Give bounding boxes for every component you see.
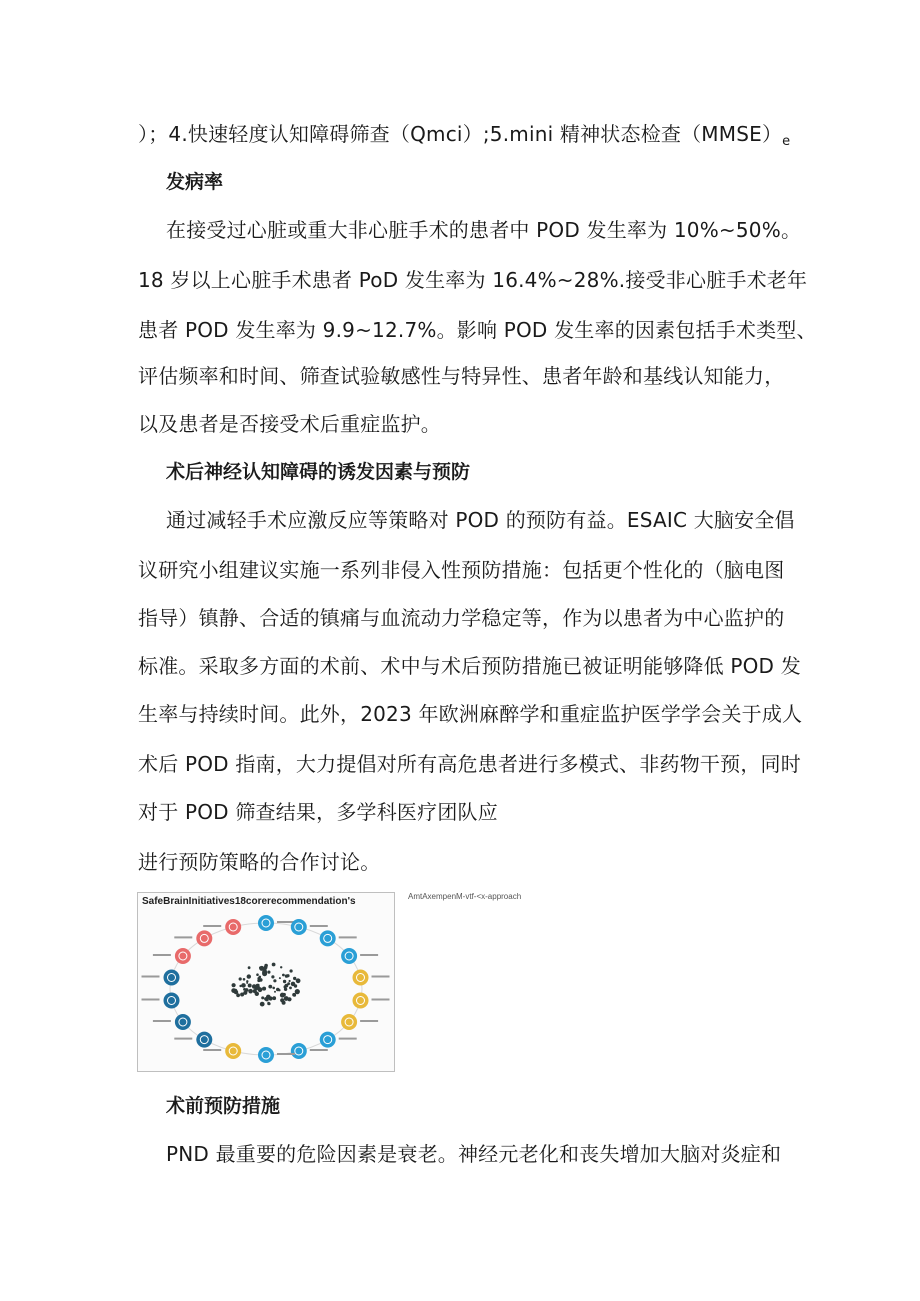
text-line-1-main: ）；4.快速轻度认知障碍筛查（Qmci）;5.mini 精神状态检查（MMSE） <box>138 122 783 146</box>
figure-node-icon <box>353 970 390 986</box>
paragraph-prevention-line-3: 指导）镇静、合适的镇痛与血流动力学稳定等，作为以患者为中心监护的 <box>138 606 785 630</box>
section-heading-preoperative-prevention: 术前预防措施 <box>166 1095 281 1117</box>
paragraph-incidence-line-5: 以及患者是否接受术后重症监护。 <box>138 412 441 436</box>
paragraph-prevention-line-8: 进行预防策略的合作讨论。 <box>138 850 381 874</box>
paragraph-prevention-line-7: 对于 POD 筛查结果，多学科医疗团队应 <box>138 800 498 824</box>
paragraph-prevention-line-5: 生率与持续时间。此外，2023 年欧洲麻醉学和重症监护医学学会关于成人 <box>138 702 803 726</box>
figure-side-caption: AmtAxempenM-vtf-<x-approach <box>408 892 522 901</box>
section-heading-factors-prevention: 术后神经认知障碍的诱发因素与预防 <box>166 461 471 483</box>
figure-node-icon <box>153 948 191 964</box>
figure-title: SafeBrainInitiatives18corerecommendation's <box>142 896 356 907</box>
paragraph-preoperative-line-1: PND 最重要的危险因素是衰老。神经元老化和丧失增加大脑对炎症和 <box>166 1142 782 1166</box>
paragraph-prevention-line-4: 标准。采取多方面的术前、术中与术后预防措施已被证明能够降低 POD 发 <box>138 654 801 678</box>
figure-node-icon <box>142 993 180 1009</box>
figure-node-icon <box>174 1032 212 1048</box>
figure-node-icon <box>174 930 212 946</box>
figure-node-icon <box>153 1014 191 1030</box>
figure-node-icon <box>142 970 180 986</box>
figure-graphic <box>138 893 394 1071</box>
paragraph-prevention-line-2: 议研究小组建议实施一系列非侵入性预防措施：包括更个性化的（脑电图 <box>138 558 785 582</box>
paragraph-incidence-line-2: 18 岁以上心脏手术患者 PoD 发生率为 16.4%~28%.接受非心脏手术老年 <box>138 268 808 292</box>
paragraph-incidence-line-1: 在接受过心脏或重大非心脏手术的患者中 POD 发生率为 10%~50%。 <box>166 218 802 242</box>
figure-node-icon <box>341 1014 378 1030</box>
text-line-1 <box>138 120 790 156</box>
brain-icon <box>231 963 300 1007</box>
figure-node-icon <box>341 948 378 964</box>
paragraph-incidence-line-4: 评估频率和时间、筛查试验敏感性与特异性、患者年龄和基线认知能力， <box>138 364 785 388</box>
text-line-1-tail: e <box>782 134 791 149</box>
paragraph-incidence-line-3: 患者 POD 发生率为 9.9~12.7%。影响 POD 发生率的因素包括手术类型、 <box>138 318 817 342</box>
paragraph-prevention-line-1: 通过减轻手术应激反应等策略对 POD 的预防有益。ESAIC 大脑安全倡 <box>166 508 795 532</box>
figure-node-icon <box>320 930 357 946</box>
figure-node-icon <box>353 993 390 1009</box>
figure-node-icon <box>320 1032 357 1048</box>
paragraph-prevention-line-6: 术后 POD 指南，大力提倡对所有高危患者进行多模式、非药物干预，同时 <box>138 752 801 776</box>
section-heading-incidence: 发病率 <box>166 171 224 193</box>
safe-brain-figure <box>137 892 395 1072</box>
